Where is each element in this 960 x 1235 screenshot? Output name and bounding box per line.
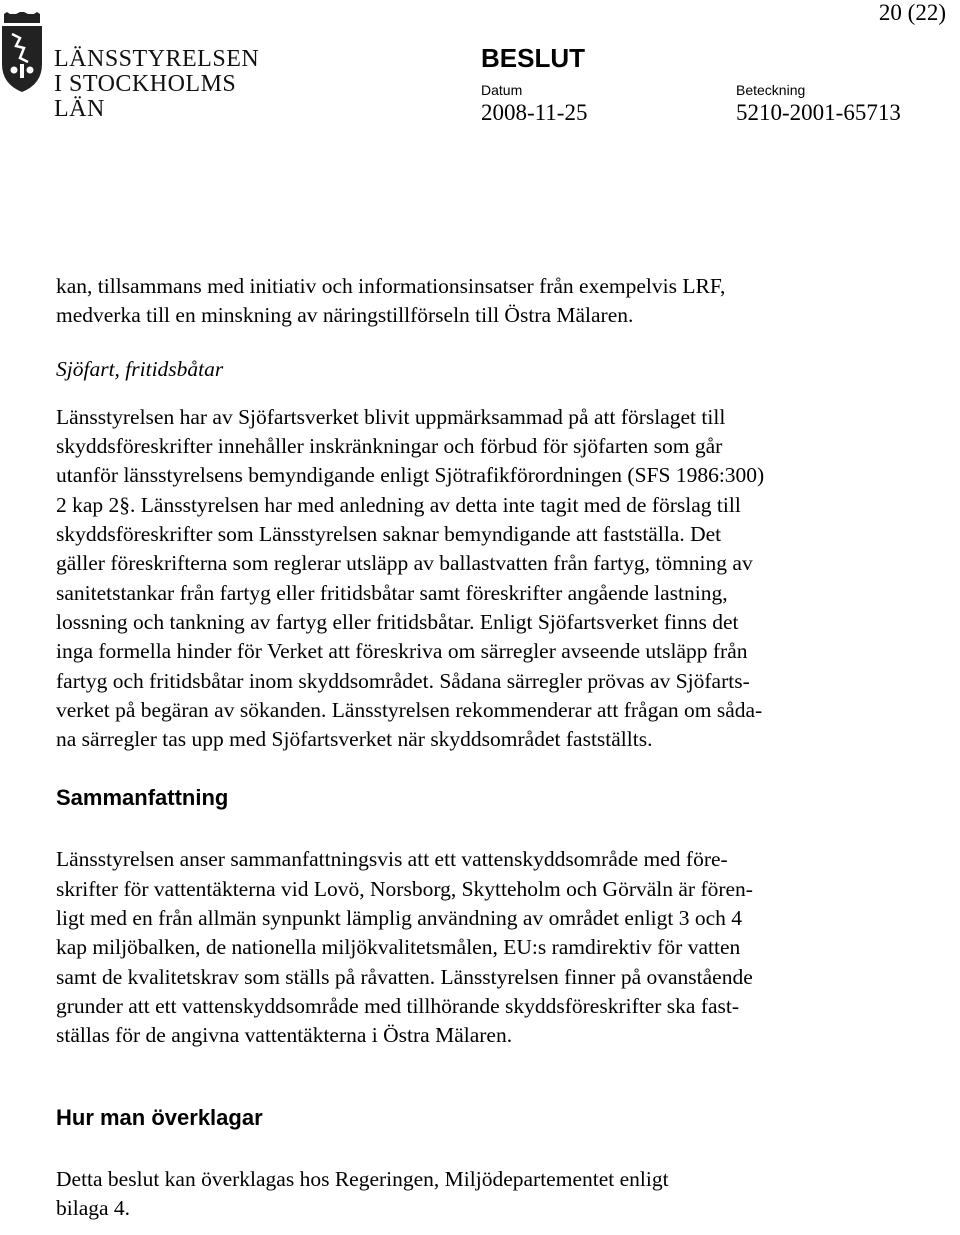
text-line: samt de kvalitetskrav som ställs på råvatten. Länsstyrelsen finner på ovanstående (56, 964, 753, 989)
text-line: fartyg och fritidsbåtar inom skyddsområdet. Sådana särregler prövas av Sjöfarts- (56, 668, 750, 693)
text-line: ligt med en från allmän synpunkt lämplig användning av området enligt 3 och 4 (56, 906, 743, 931)
shipping-paragraph (56, 403, 906, 755)
text-line: 2 kap 2§. Länsstyrelsen har med anledning av detta inte tagit med de förslag till (56, 492, 741, 517)
text-line: skyddsföreskrifter innehåller inskränkningar och förbud för sjöfarten som går (56, 434, 723, 459)
shipping-subheading: Sjöfart, fritidsbåtar (56, 356, 224, 381)
text-line: Länsstyrelsen har av Sjöfartsverket blivit uppmärksammad på att förslaget till (56, 404, 726, 429)
text-line: kan, tillsammans med initiativ och informationsinsatser från exempelvis LRF, (56, 274, 726, 298)
text-line: verket på begäran av sökanden. Länsstyrelsen rekommenderar att frågan om såda- (56, 697, 763, 722)
text-line: skrifter för vattentäkterna vid Lovö, Norsborg, Skytteholm och Görväln är fören- (56, 876, 753, 901)
date-value: 2008-11-25 (481, 100, 588, 125)
text-line: gäller föreskrifterna som reglerar utsläpp av ballastvatten från fartyg, tömning av (56, 551, 753, 576)
summary-heading: Sammanfattning (56, 785, 229, 811)
text-line: kap miljöbalken, de nationella miljökvalitetsmålen, EU:s ramdirektiv för vatten (56, 935, 741, 960)
date-label: Datum (481, 82, 523, 98)
text-line: sanitetstankar från fartyg eller fritidsbåtar samt föreskrifter angående lastning, (56, 580, 728, 605)
page-number: 20 (22) (878, 0, 946, 25)
text-line: utanför länsstyrelsens bemyndigande enligt Sjötrafikförordningen (SFS 1986:300) (56, 463, 765, 488)
text-line: ställas för de angivna vattentäkterna i Östra Mälaren. (56, 1023, 513, 1048)
text-line: medverka till en minskning av näringstillförseln till Östra Mälaren. (56, 303, 634, 328)
text-line: bilaga 4. (56, 1195, 131, 1220)
text-line: grunder att ett vattenskyddsområde med tillhörande skyddsföreskrifter ska fast- (56, 993, 740, 1018)
text-line: lossning och tankning av fartyg eller fritidsbåtar. Enligt Sjöfartsverket finns det (56, 609, 739, 634)
county-board-logo (0, 12, 260, 122)
text-line: Länsstyrelsen anser sammanfattningsvis att ett vattenskyddsområde med före- (56, 847, 728, 872)
logo-text (54, 47, 259, 122)
summary-paragraph (56, 845, 906, 1050)
document-body (56, 272, 906, 1223)
text-line: Detta beslut kan överklagas hos Regeringen, Miljödepartementet enligt (56, 1166, 669, 1191)
logo-line1: LÄNSSTYRELSEN (54, 46, 260, 72)
document-type: BESLUT (481, 43, 585, 73)
text-line: na särregler tas upp med Sjöfartsverket när skyddsområdet fastställts. (56, 727, 653, 752)
reference-label: Beteckning (736, 82, 806, 98)
appeal-heading: Hur man överklagar (56, 1104, 263, 1130)
text-line: skyddsföreskrifter som Länsstyrelsen saknar bemyndigande att fastställa. Det (56, 522, 722, 547)
appeal-paragraph (56, 1165, 906, 1224)
text-line: inga formella hinder för Verket att föreskriva om särregler avseende utsläpp från (56, 639, 748, 664)
intro-paragraph (56, 272, 906, 331)
logo-line2: I STOCKHOLMS LÄN (54, 71, 237, 122)
reference-value: 5210-2001-65713 (736, 100, 901, 125)
coat-of-arms-icon (0, 12, 44, 92)
